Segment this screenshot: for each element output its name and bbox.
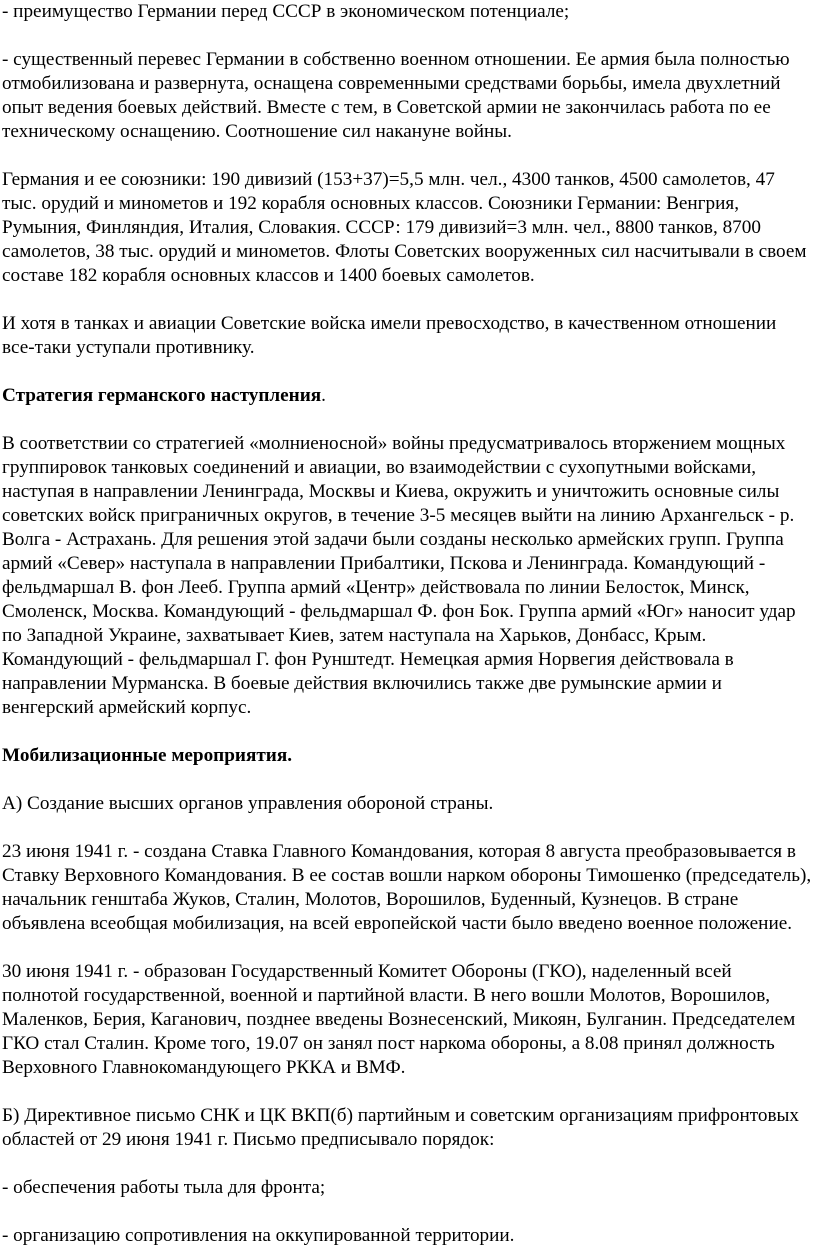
paragraph-blitzkrieg: В соответствии со стратегией «молниеносной» войны предусматривалось вторжением мощных группировок танковых соединений и авиации, во взаимодействии с сухопутными войсками, наступая в направлении Ленинграда, Москвы и Киева, окружить и уничтожить основные силы советских войск приграничных округов, в течение 3-5 месяцев выйти на линию Архангельск - р. Волга - Астрахань. Для решения этой задачи были созданы несколько армейских групп. Группа армий «Север» наступала в направлении Прибалтики, Пскова и Ленинграда. Командующий - фельдмаршал В. фон Лееб. Группа армий «Центр» действовала по линии Белосток, Минск, Смоленск, Москва. Командующий - фельдмаршал Ф. фон Бок. Группа армий «Юг» наносит удар по Западной Украине, захватывает Киев, затем наступала на Харьков, Донбасс, Крым. Командующий - фельдмаршал Г. фон Рунштедт. Немецкая армия Норвегия действовала в направлении Мурманска. В боевые действия включились также две румынские армии и венгерский армейский корпус. bbox=[2, 433, 796, 718]
paragraph-gko: 30 июня 1941 г. - образован Государственный Комитет Обороны (ГКО), наделенный всей полнотой государственной, военной и партийной власти. В него вошли Молотов, Ворошилов, Маленков, Берия, Каганович, позднее введены Вознесенский, Микоян, Булганин. Председателем ГКО стал Сталин. Кроме того, 19.07 он занял пост наркома обороны, а 8.08 принял должность Верховного Главнокомандующего РККА и ВМФ. bbox=[2, 961, 796, 1078]
paragraph-military-advantage: - существенный перевес Германии в собственно военном отношении. Ее армия была полностью отмобилизована и развернута, оснащена современными средствами борьбы, имела двухлетний опыт ведения боевых действий. Вместе с тем, в Советской армии не закончилась работа по ее техническому оснащению. Соотношение сил накануне войны. bbox=[2, 49, 790, 142]
paragraph-quality: И хотя в танках и авиации Советские войска имели превосходство, в качественном отношении все-таки уступали противнику. bbox=[2, 313, 777, 358]
paragraph-governing-bodies: А) Создание высших органов управления обороной страны. bbox=[2, 793, 494, 814]
section-heading-strategy bbox=[2, 384, 812, 408]
list-item-rear-support: - обеспечения работы тыла для фронта; bbox=[2, 1177, 326, 1198]
paragraph-forces-ratio: Германия и ее союзники: 190 дивизий (153+37)=5,5 млн. чел., 4300 танков, 4500 самолетов, 47 тыс. орудий и минометов и 192 корабля основных классов. Союзники Германии: Венгрия, Румыния, Финляндия, Италия, Словакия. СССР: 179 дивизий=3 млн. чел., 8800 танков, 8700 самолетов, 38 тыс. орудий и минометов. Флоты Советских вооруженных сил насчитывали в своем составе 182 корабля основных классов и 1400 боевых самолетов. bbox=[2, 169, 807, 286]
heading-strategy-text: Стратегия германского наступления bbox=[2, 385, 322, 406]
list-item-resistance: - организацию сопротивления на оккупированной территории. bbox=[2, 1225, 515, 1246]
heading-mobilization-text: Мобилизационные мероприятия. bbox=[2, 745, 293, 766]
paragraph-directive: Б) Директивное письмо СНК и ЦК ВКП(б) партийным и советским организациям прифронтовых областей от 29 июня 1941 г. Письмо предписывало порядок: bbox=[2, 1105, 800, 1150]
paragraph-economic-advantage: - преимущество Германии перед СССР в экономическом потенциале; bbox=[2, 1, 570, 22]
heading-strategy-period: . bbox=[321, 385, 326, 406]
section-heading-mobilization bbox=[2, 744, 812, 768]
paragraph-stavka: 23 июня 1941 г. - создана Ставка Главного Командования, которая 8 августа преобразовывается в Ставку Верховного Командования. В ее состав вошли нарком обороны Тимошенко (председатель), начальник генштаба Жуков, Сталин, Молотов, Ворошилов, Буденный, Кузнецов. В стране объявлена всеобщая мобилизация, на всей европейской части было введено военное положение. bbox=[2, 841, 812, 934]
